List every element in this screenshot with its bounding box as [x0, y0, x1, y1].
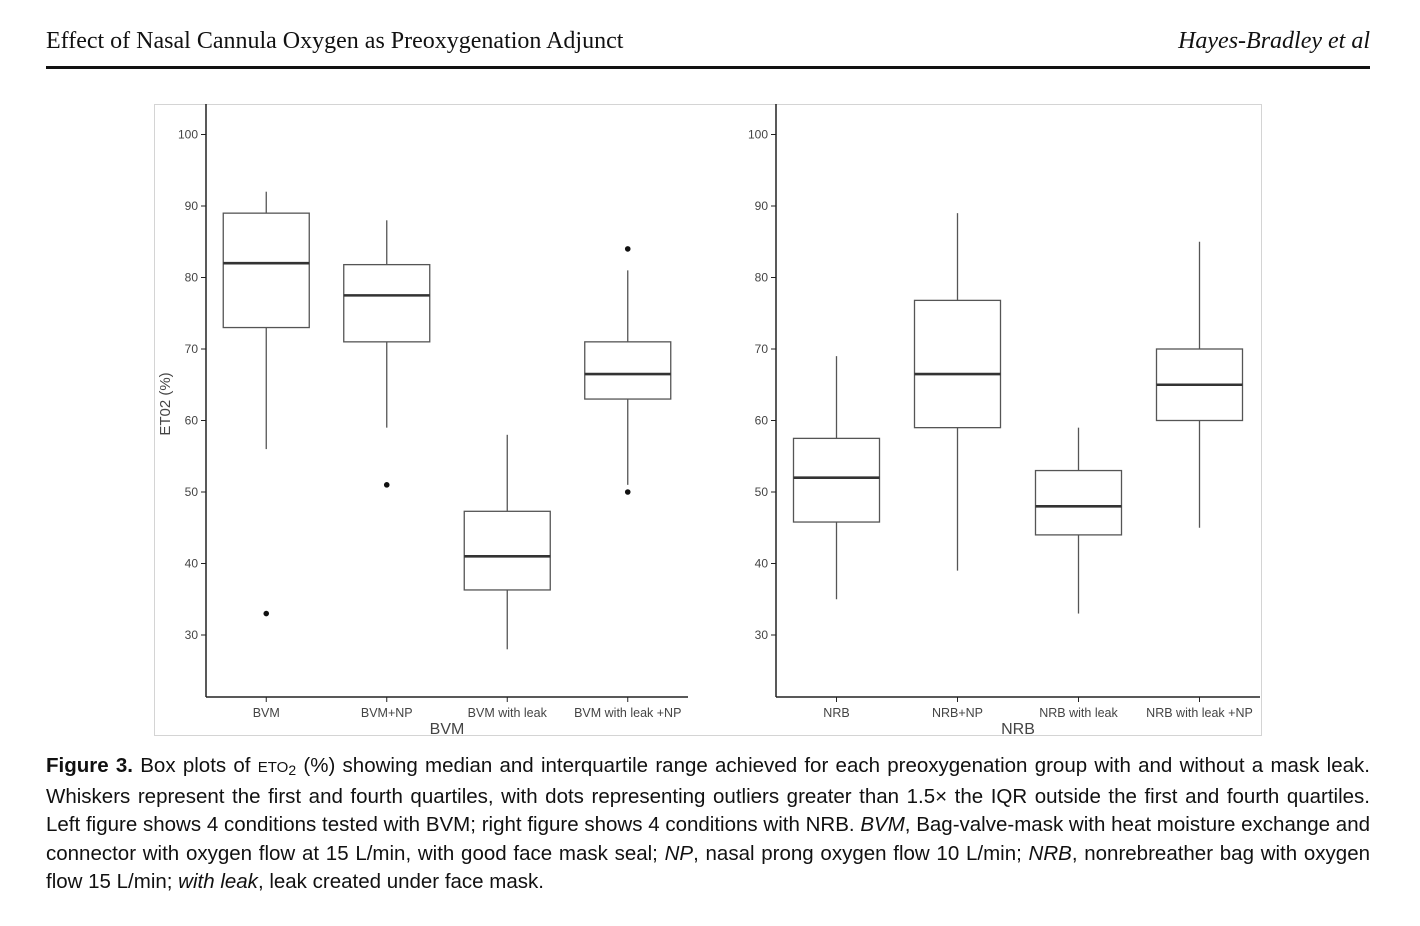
bvm-y-tick-label: 90 [184, 199, 198, 213]
x-tick-label: NRB [823, 706, 850, 720]
figure-caption [46, 752, 1370, 897]
x-tick-label: BVM [252, 706, 280, 720]
caption-bvm-abbr: BVM [860, 813, 905, 836]
iqr-box [223, 213, 309, 327]
caption-bvm-def: , Bag-valve-mask with heat moisture exchange and connector with oxygen flow at 15 L/min, with good face mask seal; [46, 813, 1370, 865]
iqr-box [344, 265, 430, 342]
x-tick-label: NRB with leak [1039, 706, 1118, 720]
nrb-x-axis-title: NRB [1001, 721, 1035, 736]
outlier-point [625, 246, 631, 252]
nrb-y-tick-label: 70 [754, 342, 768, 356]
bvm-x-axis-title: BVM [429, 721, 465, 736]
bvm-y-tick-label: 30 [184, 628, 198, 642]
caption-nrb-abbr: NRB [1028, 841, 1072, 865]
outlier-point [263, 611, 269, 617]
caption-leak-abbr: with leak [178, 870, 258, 893]
running-head-title: Effect of Nasal Cannula Oxygen as Preoxygenation Adjunct [46, 28, 624, 54]
nrb-y-tick-label: 60 [754, 413, 768, 428]
iqr-box [1036, 471, 1122, 535]
figure-3-boxplots [154, 104, 1262, 736]
iqr-box [915, 300, 1001, 427]
nrb-y-tick-label: 80 [754, 270, 768, 285]
bvm-y-tick-label: 60 [184, 413, 198, 428]
bvm-y-axis-title: ET02 (%) [157, 372, 174, 436]
caption-text-1: Box plots of [133, 754, 258, 777]
caption-np-def: , nasal prong oxygen flow 10 L/min; [693, 841, 1029, 865]
nrb-y-tick-label: 90 [754, 199, 768, 213]
nrb-y-tick-label: 40 [754, 556, 768, 571]
outlier-point [384, 482, 390, 488]
nrb-y-tick-label: 100 [747, 127, 768, 142]
header-rule [46, 66, 1370, 69]
bvm-y-tick-label: 40 [184, 556, 198, 571]
nrb-y-tick-label: 30 [754, 628, 768, 642]
caption-eto: ETO [257, 759, 289, 776]
outlier-point [625, 489, 631, 495]
caption-label: Figure 3. [46, 754, 133, 777]
iqr-box [585, 342, 671, 399]
figure-frame [155, 105, 1262, 736]
caption-text-2: (%) showing median and interquartile range achieved for each preoxygenation group with and without a mask leak. Whiskers represent the first and fourth quartiles, with dots representing outliers greater than 1.5× the IQR outside the first and fourth quartiles. Left figure shows 4 conditions tested with BVM; right figure shows 4 conditions with NRB. [46, 754, 1370, 836]
caption-nrb-def: , nonrebreather bag with oxygen flow 15 L/min; [46, 841, 1370, 893]
x-tick-label: BVM+NP [360, 706, 413, 720]
caption-eto-subscript: 2 [288, 762, 297, 778]
caption-np-abbr: NP [664, 841, 694, 865]
iqr-box [794, 438, 880, 522]
nrb-y-tick-label: 50 [754, 485, 768, 499]
iqr-box [464, 511, 550, 590]
x-tick-label: BVM with leak +NP [574, 706, 682, 720]
bvm-y-tick-label: 80 [184, 270, 198, 285]
x-tick-label: NRB with leak +NP [1146, 706, 1253, 720]
bvm-y-tick-label: 70 [184, 342, 198, 356]
running-head [46, 26, 1370, 66]
bvm-y-tick-label: 50 [184, 485, 198, 499]
x-tick-label: NRB+NP [931, 706, 984, 720]
running-head-authors: Hayes-Bradley et al [1178, 28, 1370, 54]
x-tick-label: BVM with leak [467, 706, 547, 720]
caption-leak-def: , leak created under face mask. [257, 870, 544, 893]
bvm-y-tick-label: 100 [177, 127, 198, 142]
